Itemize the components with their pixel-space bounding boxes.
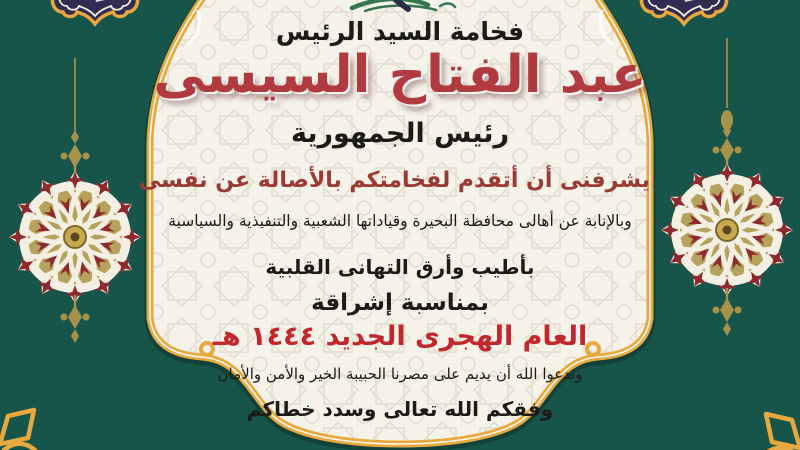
president-title: رئيس الجمهورية [290,118,510,149]
honor-line: يشرفنى أن أتقدم لفخامتكم بالأصالة عن نفسى [138,168,650,193]
occasion-line: بمناسبة إشراقة [311,290,489,316]
behalf-line: وبالإنابة عن أهالى محافظة البحيرة وقياداتها الشعبية والتنفيذية والسياسية [168,212,632,230]
greetings-line: بأطيب وأرق التهانى القلبية [265,255,535,279]
prayer-line: وندعوا الله أن يديم على مصرنا الحبيبة الخير والأمن والأمان [217,365,583,383]
closing-line: وفقكم الله تعالى وسدد خطاكم [246,397,554,421]
president-name: عبد الفتاح السيسى [153,45,647,105]
hijri-year-highlight: العام الهجرى الجديد ١٤٤٤ هـ [212,321,588,352]
salutation-line: فخامة السيد الرئيس [275,17,525,46]
